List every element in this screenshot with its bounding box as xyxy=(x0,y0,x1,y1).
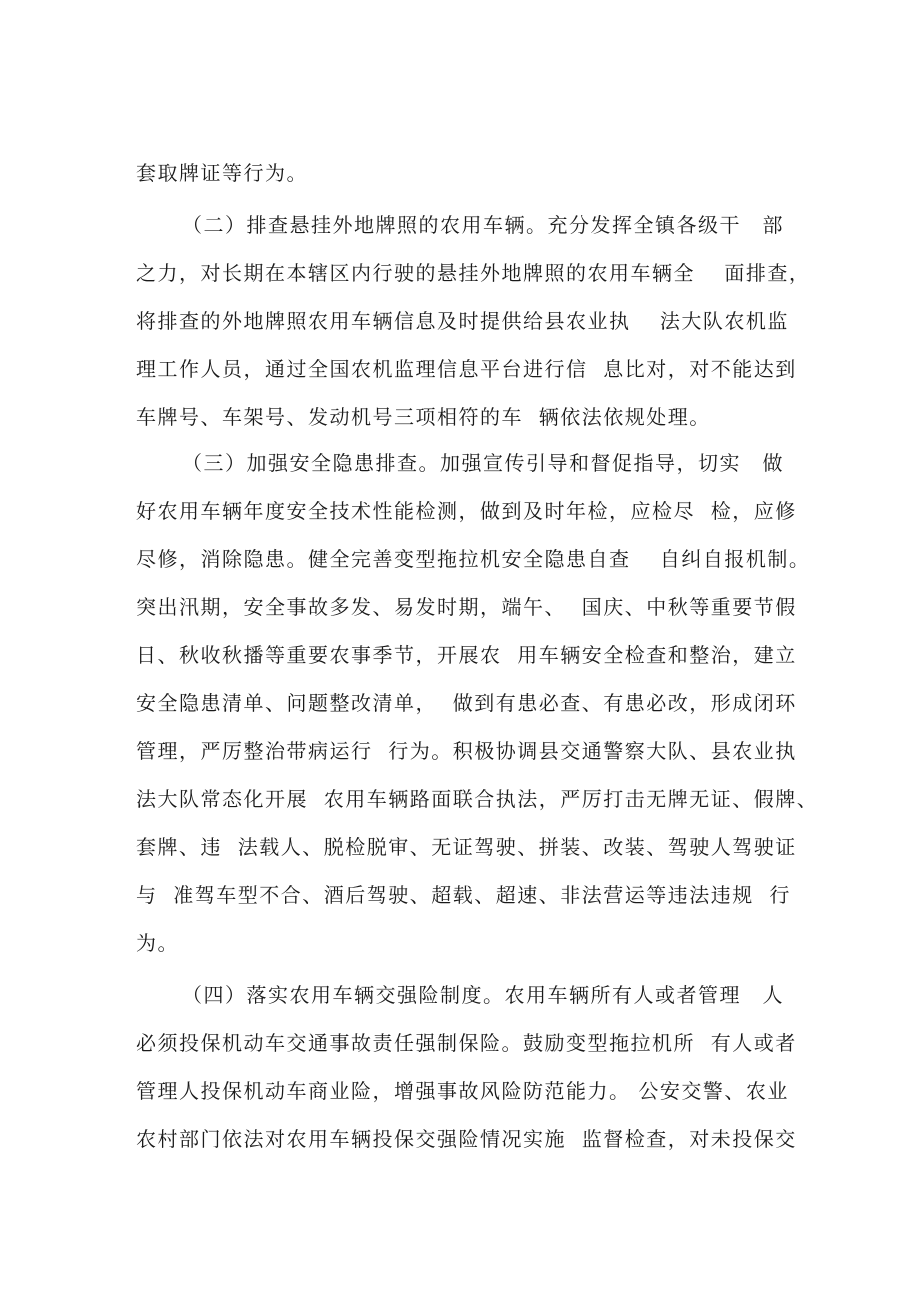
text-line-18: （四）落实农用车辆交强险制度。农用车辆所有人或者管理 人 xyxy=(182,983,784,1007)
text-line-9: 尽修，消除隐患。健全完善变型拖拉机安全隐患自查 自纠自报机制。 xyxy=(136,547,811,571)
text-line-1: 套取牌证等行为。 xyxy=(136,161,308,185)
text-line-13: 管理，严厉整治带病运行 行为。积极协调县交通警察大队、县农业执 xyxy=(136,739,797,763)
text-line-16: 与 准驾车型不合、酒后驾驶、超载、超速、非法营运等违法违规 行 xyxy=(136,883,791,907)
text-line-7: （三）加强安全隐患排查。加强宣传引导和督促指导，切实 做 xyxy=(182,451,784,475)
text-line-21: 农村部门依法对农用车辆投保交强险情况实施 监督检查，对未投保交 xyxy=(136,1127,797,1151)
text-line-6: 车牌号、车架号、发动机号三项相符的车 辆依法依规处理。 xyxy=(136,405,711,429)
text-line-11: 日、秋收秋播等重要农事季节，开展农 用车辆安全检查和整治，建立 xyxy=(136,643,797,667)
text-line-15: 套牌、违 法载人、脱检脱审、无证驾驶、拼装、改装、驾驶人驾驶证 xyxy=(136,835,797,859)
text-line-3: 之力，对长期在本辖区内行驶的悬挂外地牌照的农用车辆全 面排查， xyxy=(136,261,811,285)
text-line-5: 理工作人员，通过全国农机监理信息平台进行信 息比对，对不能达到 xyxy=(136,357,797,381)
text-line-12: 安全隐患清单、问题整改清单， 做到有患必查、有患必改，形成闭环 xyxy=(136,691,797,715)
text-line-8: 好农用车辆年度安全技术性能检测，做到及时年检，应检尽 检，应修 xyxy=(136,499,797,523)
text-line-17: 为。 xyxy=(136,931,179,955)
text-line-19: 必须投保机动车交通事故责任强制保险。鼓励变型拖拉机所 有人或者 xyxy=(136,1031,797,1055)
text-line-20: 管理人投保机动车商业险，增强事故风险防范能力。 公安交警、农业 xyxy=(136,1079,789,1103)
text-line-14: 法大队常态化开展 农用车辆路面联合执法，严厉打击无牌无证、假牌、 xyxy=(136,787,819,811)
text-line-4: 将排查的外地牌照农用车辆信息及时提供给县农业执 法大队农机监 xyxy=(136,309,789,333)
text-line-10: 突出汛期，安全事故多发、易发时期，端午、 国庆、中秋等重要节假 xyxy=(136,595,797,619)
text-line-2: （二）排查悬挂外地牌照的农用车辆。充分发挥全镇各级干 部 xyxy=(182,213,784,237)
